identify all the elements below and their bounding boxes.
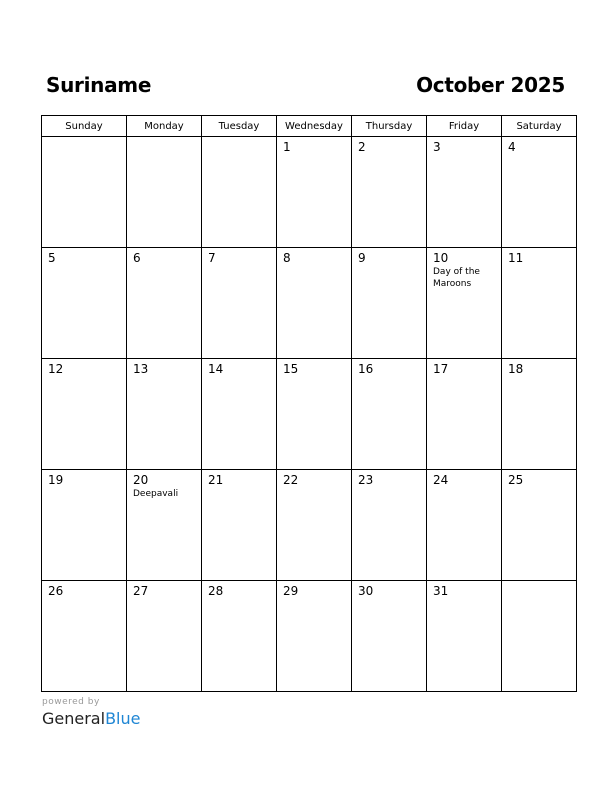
day-cell <box>427 248 502 359</box>
day-cell <box>427 137 502 248</box>
week-row <box>42 359 577 470</box>
day-number: 14 <box>208 362 224 376</box>
day-number: 23 <box>358 473 374 487</box>
day-cell <box>277 248 352 359</box>
day-number: 1 <box>283 140 291 154</box>
calendar-header <box>46 70 565 100</box>
week-row <box>42 137 577 248</box>
day-cell <box>352 359 427 470</box>
day-number: 24 <box>433 473 449 487</box>
weekday-saturday: Saturday <box>502 116 577 137</box>
day-number: 15 <box>283 362 299 376</box>
day-cell <box>42 581 127 692</box>
day-number: 26 <box>48 584 64 598</box>
day-number: 28 <box>208 584 224 598</box>
weekday-wednesday: Wednesday <box>277 116 352 137</box>
holiday-label: Deepavali <box>133 489 179 499</box>
day-cell <box>502 470 577 581</box>
day-number: 16 <box>358 362 374 376</box>
country-title: Suriname <box>46 73 152 97</box>
generalblue-logo <box>42 709 140 729</box>
day-cell <box>352 470 427 581</box>
day-cell <box>127 359 202 470</box>
day-number: 29 <box>283 584 299 598</box>
day-cell <box>502 137 577 248</box>
day-number: 13 <box>133 362 149 376</box>
day-cell <box>42 248 127 359</box>
day-cell <box>127 581 202 692</box>
day-cell <box>127 248 202 359</box>
day-cell <box>202 359 277 470</box>
day-cell <box>277 137 352 248</box>
day-number: 18 <box>508 362 524 376</box>
powered-by-label: powered by <box>42 697 100 707</box>
day-cell <box>42 359 127 470</box>
week-row <box>42 470 577 581</box>
weekday-thursday: Thursday <box>352 116 427 137</box>
day-number: 12 <box>48 362 64 376</box>
day-number: 17 <box>433 362 449 376</box>
day-cell <box>277 581 352 692</box>
day-cell <box>352 248 427 359</box>
day-cell <box>352 137 427 248</box>
day-cell <box>127 470 202 581</box>
day-cell <box>42 137 127 248</box>
calendar-grid <box>41 115 577 692</box>
weekday-header-row <box>42 116 577 137</box>
day-number: 30 <box>358 584 374 598</box>
weekday-sunday: Sunday <box>42 116 127 137</box>
week-row <box>42 248 577 359</box>
day-number: 25 <box>508 473 524 487</box>
day-cell <box>427 359 502 470</box>
day-number: 5 <box>48 251 56 265</box>
holiday-label: Day of the Maroons <box>433 267 480 289</box>
day-cell <box>427 581 502 692</box>
brand-part-general: General <box>42 709 106 728</box>
day-cell <box>352 581 427 692</box>
day-number: 11 <box>508 251 524 265</box>
day-number: 27 <box>133 584 149 598</box>
weekday-monday: Monday <box>127 116 202 137</box>
weekday-friday: Friday <box>427 116 502 137</box>
day-cell <box>42 470 127 581</box>
weekday-tuesday: Tuesday <box>202 116 277 137</box>
day-number: 22 <box>283 473 299 487</box>
month-year-title: October 2025 <box>416 73 565 97</box>
day-number: 3 <box>433 140 441 154</box>
day-number: 20 <box>133 473 149 487</box>
day-number: 8 <box>283 251 291 265</box>
week-row <box>42 581 577 692</box>
day-cell <box>202 248 277 359</box>
day-number: 6 <box>133 251 141 265</box>
day-cell <box>427 470 502 581</box>
day-number: 7 <box>208 251 216 265</box>
day-cell <box>127 137 202 248</box>
day-number: 4 <box>508 140 516 154</box>
day-number: 31 <box>433 584 449 598</box>
day-cell <box>502 581 577 692</box>
day-cell <box>277 359 352 470</box>
day-cell <box>202 470 277 581</box>
day-number: 21 <box>208 473 224 487</box>
day-number: 2 <box>358 140 366 154</box>
brand-part-blue: Blue <box>105 709 141 728</box>
day-cell <box>502 248 577 359</box>
day-number: 19 <box>48 473 64 487</box>
day-number: 9 <box>358 251 366 265</box>
day-cell <box>202 581 277 692</box>
day-cell <box>202 137 277 248</box>
footer-branding <box>42 697 140 729</box>
day-cell <box>502 359 577 470</box>
day-number: 10 <box>433 251 449 265</box>
day-cell <box>277 470 352 581</box>
